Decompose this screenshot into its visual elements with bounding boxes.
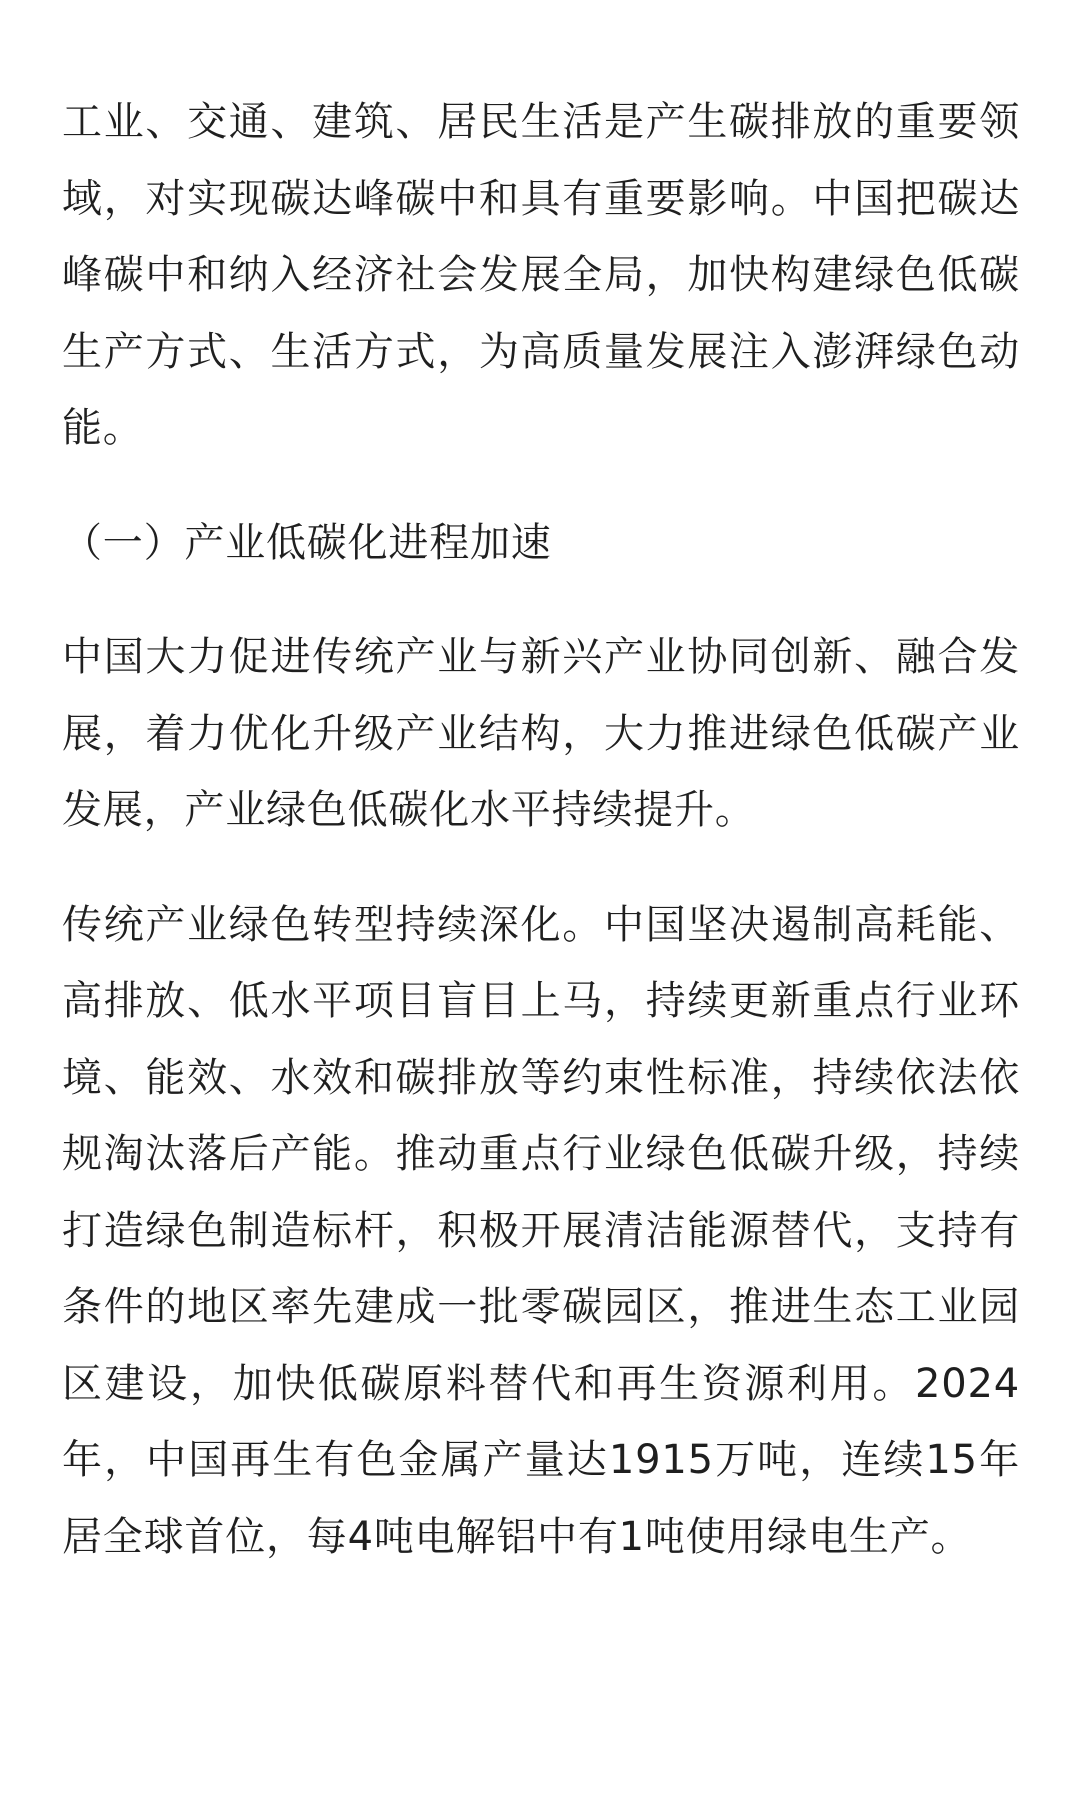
section-heading: （一）产业低碳化进程加速 [62, 519, 552, 566]
intro-paragraph: 工业、交通、建筑、居民生活是产生碳排放的重要领域，对实现碳达峰碳中和具有重要影响。中国把碳达峰碳中和纳入经济社会发展全局，加快构建绿色低碳生产方式、生活方式，为高质量发展注入澎湃绿色动能。 [62, 99, 1020, 451]
article-body [62, 84, 1020, 1575]
section-paragraph-2: 传统产业绿色转型持续深化。中国坚决遏制高耗能、高排放、低水平项目盲目上马，持续更新重点行业环境、能效、水效和碳排放等约束性标准，持续依法依规淘汰落后产能。推动重点行业绿色低碳升级，持续打造绿色制造标杆，积极开展清洁能源替代，支持有条件的地区率先建成一批零碳园区，推进生态工业园区建设，加快低碳原料替代和再生资源利用。2024年，中国再生有色金属产量达1915万吨，连续15年居全球首位，每4吨电解铝中有1吨使用绿电生产。 [62, 901, 1020, 1560]
section-paragraph-1: 中国大力促进传统产业与新兴产业协同创新、融合发展，着力优化升级产业结构，大力推进绿色低碳产业发展，产业绿色低碳化水平持续提升。 [62, 634, 1020, 833]
